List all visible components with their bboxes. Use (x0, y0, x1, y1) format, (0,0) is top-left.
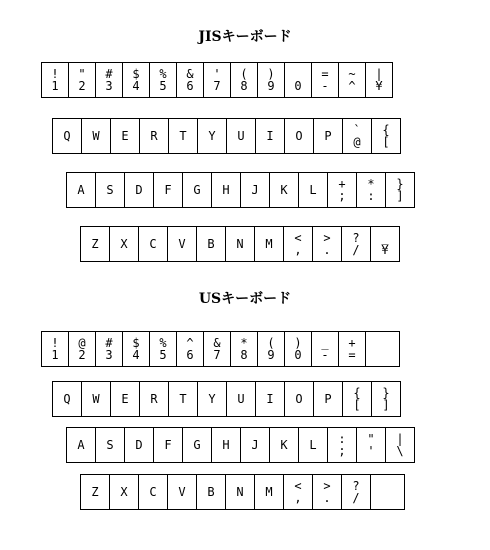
key-shift-label: % (159, 67, 167, 81)
key-base-label: ^ (348, 79, 356, 93)
key-shift-label: @ (78, 336, 86, 350)
jis-key (177, 63, 204, 97)
key-base-label: 7 (213, 348, 221, 362)
key-shift-label: { (353, 386, 361, 400)
key-label: O (295, 129, 303, 143)
key-base-label: 0 (294, 348, 302, 362)
key-shift-label: < (294, 231, 302, 245)
key-base-label: - (321, 348, 329, 362)
us-row-2 (52, 381, 401, 417)
key-base-label: ' (367, 444, 375, 458)
key-base-label: ] (382, 398, 390, 412)
us-key (197, 475, 226, 509)
us-key (168, 475, 197, 509)
key-label: Q (63, 129, 71, 143)
key-label: S (106, 183, 114, 197)
key-label: O (295, 392, 303, 406)
key-label: B (207, 237, 215, 251)
jis-key (67, 173, 96, 207)
key-shift-label: ) (267, 67, 275, 81)
jis-key (150, 63, 177, 97)
key-label: F (164, 183, 172, 197)
key-base-label: , (294, 243, 302, 257)
key-base-label: ] (396, 189, 404, 203)
key-label: Q (63, 392, 71, 406)
key-base-label: \ (396, 444, 404, 458)
us-row-1 (41, 331, 400, 367)
key-base-label: / (352, 243, 360, 257)
key-shift-label: | (375, 67, 383, 81)
key-label: X (120, 237, 128, 251)
jis-key (366, 63, 393, 97)
jis-key (197, 227, 226, 261)
key-label: A (77, 438, 85, 452)
key-label: Y (208, 392, 216, 406)
key-base-label: 8 (240, 348, 248, 362)
key-label: I (266, 392, 274, 406)
key-label: C (149, 485, 157, 499)
jis-key (204, 63, 231, 97)
jis-key (169, 119, 198, 153)
us-key (231, 332, 258, 366)
jis-key (258, 63, 285, 97)
key-base-label: 1 (51, 79, 59, 93)
jis-key (53, 119, 82, 153)
key-base-label: 1 (51, 348, 59, 362)
jis-key (299, 173, 328, 207)
key-label: C (149, 237, 157, 251)
key-base-label: : (367, 189, 375, 203)
us-key (314, 382, 343, 416)
key-label: A (77, 183, 85, 197)
us-key (285, 382, 314, 416)
key-shift-label: _ (321, 336, 329, 350)
key-label: X (120, 485, 128, 499)
key-label: H (222, 438, 230, 452)
key-shift-label: > (323, 479, 331, 493)
key-shift-label: ? (352, 479, 360, 493)
key-base-label: 2 (78, 79, 86, 93)
us-key (96, 332, 123, 366)
key-label: G (193, 183, 201, 197)
us-row-4 (80, 474, 405, 510)
us-key (177, 332, 204, 366)
key-shift-label: + (348, 336, 356, 350)
jis-key (372, 119, 401, 153)
key-base-label: 8 (240, 79, 248, 93)
key-base-label: @ (353, 135, 361, 149)
jis-key (285, 119, 314, 153)
us-key (227, 382, 256, 416)
us-key (67, 428, 96, 462)
jis-key (212, 173, 241, 207)
key-label: J (251, 183, 259, 197)
jis-key (241, 173, 270, 207)
key-base-label: ; (338, 444, 346, 458)
key-shift-label: $ (132, 67, 140, 81)
key-label: J (251, 438, 259, 452)
key-base-label: / (352, 491, 360, 505)
us-key (371, 475, 405, 509)
key-base-label: 4 (132, 79, 140, 93)
jis-key (125, 173, 154, 207)
us-key (255, 475, 284, 509)
key-base-label: 3 (105, 79, 113, 93)
key-base-label: 4 (132, 348, 140, 362)
key-base-label: 7 (213, 79, 221, 93)
us-row-3 (66, 427, 415, 463)
us-key (372, 382, 401, 416)
key-label: T (179, 392, 187, 406)
key-shift-label: ^ (186, 336, 194, 350)
key-base-label: = (348, 348, 356, 362)
jis-row-3 (66, 172, 415, 208)
key-shift-label: " (367, 432, 375, 446)
key-base-label: 6 (186, 348, 194, 362)
key-shift-label: | (396, 432, 404, 446)
us-key (150, 332, 177, 366)
us-key (342, 475, 371, 509)
key-shift-label: ' (213, 67, 221, 81)
jis-key (314, 119, 343, 153)
key-shift-label: $ (132, 336, 140, 350)
jis-key (226, 227, 255, 261)
key-shift-label: + (338, 177, 346, 191)
us-key (82, 382, 111, 416)
jis-key (284, 227, 313, 261)
key-shift-label: = (321, 67, 329, 81)
jis-key (312, 63, 339, 97)
jis-key (386, 173, 415, 207)
key-label: P (324, 392, 332, 406)
us-key (81, 475, 110, 509)
us-keyboard-title: USキーボード (198, 291, 292, 307)
key-base-label: . (323, 243, 331, 257)
key-shift-label: { (382, 123, 390, 137)
key-base-label: 2 (78, 348, 86, 362)
jis-key (140, 119, 169, 153)
key-base-label: 9 (267, 348, 275, 362)
key-label: N (236, 237, 244, 251)
jis-key (81, 227, 110, 261)
us-key (198, 382, 227, 416)
key-shift-label: ~ (348, 67, 356, 81)
us-key (96, 428, 125, 462)
key-label: E (121, 129, 129, 143)
key-label: S (106, 438, 114, 452)
key-shift-label: ! (51, 67, 59, 81)
key-base-label: 9 (267, 79, 275, 93)
jis-row-4 (80, 226, 400, 262)
key-label: D (135, 438, 143, 452)
key-base-label: [ (353, 398, 361, 412)
us-key (366, 332, 400, 366)
jis-keyboard-title: JISキーボード (198, 29, 292, 45)
key-label: E (121, 392, 129, 406)
key-label: W (92, 392, 100, 406)
jis-key (69, 63, 96, 97)
us-key (343, 382, 372, 416)
us-key (285, 332, 312, 366)
key-shift-label: ( (240, 67, 248, 81)
jis-key (183, 173, 212, 207)
jis-key (313, 227, 342, 261)
us-key (256, 382, 285, 416)
key-shift-label: ? (352, 231, 360, 245)
us-key (313, 475, 342, 509)
key-label: U (237, 129, 245, 143)
key-base-label: ; (338, 189, 346, 203)
key-label: D (135, 183, 143, 197)
jis-key (123, 63, 150, 97)
key-shift-label: & (186, 67, 194, 81)
key-label: I (266, 129, 274, 143)
jis-key (154, 173, 183, 207)
jis-key (343, 119, 372, 153)
key-base-label: , (294, 491, 302, 505)
key-label: M (265, 485, 273, 499)
jis-key (42, 63, 69, 97)
us-key (53, 382, 82, 416)
key-label: Z (91, 237, 99, 251)
key-label: Y (208, 129, 216, 143)
key-base-label: 0 (294, 79, 302, 93)
key-label: L (309, 438, 317, 452)
us-key (169, 382, 198, 416)
jis-key (371, 227, 400, 261)
jis-row-1 (41, 62, 393, 98)
key-base-label: 5 (159, 348, 167, 362)
key-shift-label: # (105, 67, 113, 81)
key-base-label: [ (382, 135, 390, 149)
jis-key (82, 119, 111, 153)
us-key (204, 332, 231, 366)
us-key (154, 428, 183, 462)
key-shift-label: * (240, 336, 248, 350)
key-label: L (309, 183, 317, 197)
jis-key (255, 227, 284, 261)
us-key (339, 332, 366, 366)
jis-key (139, 227, 168, 261)
jis-key (198, 119, 227, 153)
key-shift-label: } (396, 177, 404, 191)
us-key (357, 428, 386, 462)
key-label: P (324, 129, 332, 143)
us-key (299, 428, 328, 462)
jis-key (96, 63, 123, 97)
us-key (111, 382, 140, 416)
us-key (110, 475, 139, 509)
key-label: Z (91, 485, 99, 499)
jis-key (231, 63, 258, 97)
key-label: K (280, 438, 288, 452)
key-shift-label: < (294, 479, 302, 493)
key-label: H (222, 183, 230, 197)
key-label: K (280, 183, 288, 197)
key-shift-label: ! (51, 336, 59, 350)
jis-key (342, 227, 371, 261)
key-label: G (193, 438, 201, 452)
key-label: R (150, 129, 158, 143)
key-shift-label: > (323, 231, 331, 245)
key-label: V (178, 485, 186, 499)
jis-key (227, 119, 256, 153)
us-key (386, 428, 415, 462)
jis-key (328, 173, 357, 207)
us-key (212, 428, 241, 462)
key-base-label: 6 (186, 79, 194, 93)
jis-key (285, 63, 312, 97)
us-key (140, 382, 169, 416)
jis-key (96, 173, 125, 207)
jis-key (111, 119, 140, 153)
us-key (284, 475, 313, 509)
us-key (328, 428, 357, 462)
key-label: V (178, 237, 186, 251)
jis-key (339, 63, 366, 97)
key-shift-label: ` (353, 123, 361, 137)
key-shift-label: _ (381, 231, 389, 245)
key-shift-label: * (367, 177, 375, 191)
key-base-label: - (321, 79, 329, 93)
key-shift-label: : (338, 432, 346, 446)
key-base-label: ¥ (381, 243, 389, 257)
key-label: T (179, 129, 187, 143)
us-key (270, 428, 299, 462)
us-key (123, 332, 150, 366)
key-shift-label: ) (294, 336, 302, 350)
us-key (226, 475, 255, 509)
us-key (139, 475, 168, 509)
key-label: N (236, 485, 244, 499)
key-shift-label: & (213, 336, 221, 350)
key-base-label: ¥ (375, 79, 383, 93)
us-key (125, 428, 154, 462)
jis-row-2 (52, 118, 401, 154)
us-key (312, 332, 339, 366)
key-shift-label: " (78, 67, 86, 81)
key-label: F (164, 438, 172, 452)
key-base-label: 3 (105, 348, 113, 362)
key-label: M (265, 237, 273, 251)
us-key (42, 332, 69, 366)
key-label: R (150, 392, 158, 406)
key-label: W (92, 129, 100, 143)
us-key (258, 332, 285, 366)
us-key (183, 428, 212, 462)
key-base-label: 5 (159, 79, 167, 93)
jis-key (110, 227, 139, 261)
us-key (241, 428, 270, 462)
jis-key (357, 173, 386, 207)
us-key (69, 332, 96, 366)
key-shift-label: ( (267, 336, 275, 350)
jis-key (168, 227, 197, 261)
jis-key (270, 173, 299, 207)
key-shift-label: # (105, 336, 113, 350)
jis-key (256, 119, 285, 153)
key-shift-label: } (382, 386, 390, 400)
key-base-label: . (323, 491, 331, 505)
key-label: U (237, 392, 245, 406)
key-shift-label: % (159, 336, 167, 350)
key-label: B (207, 485, 215, 499)
